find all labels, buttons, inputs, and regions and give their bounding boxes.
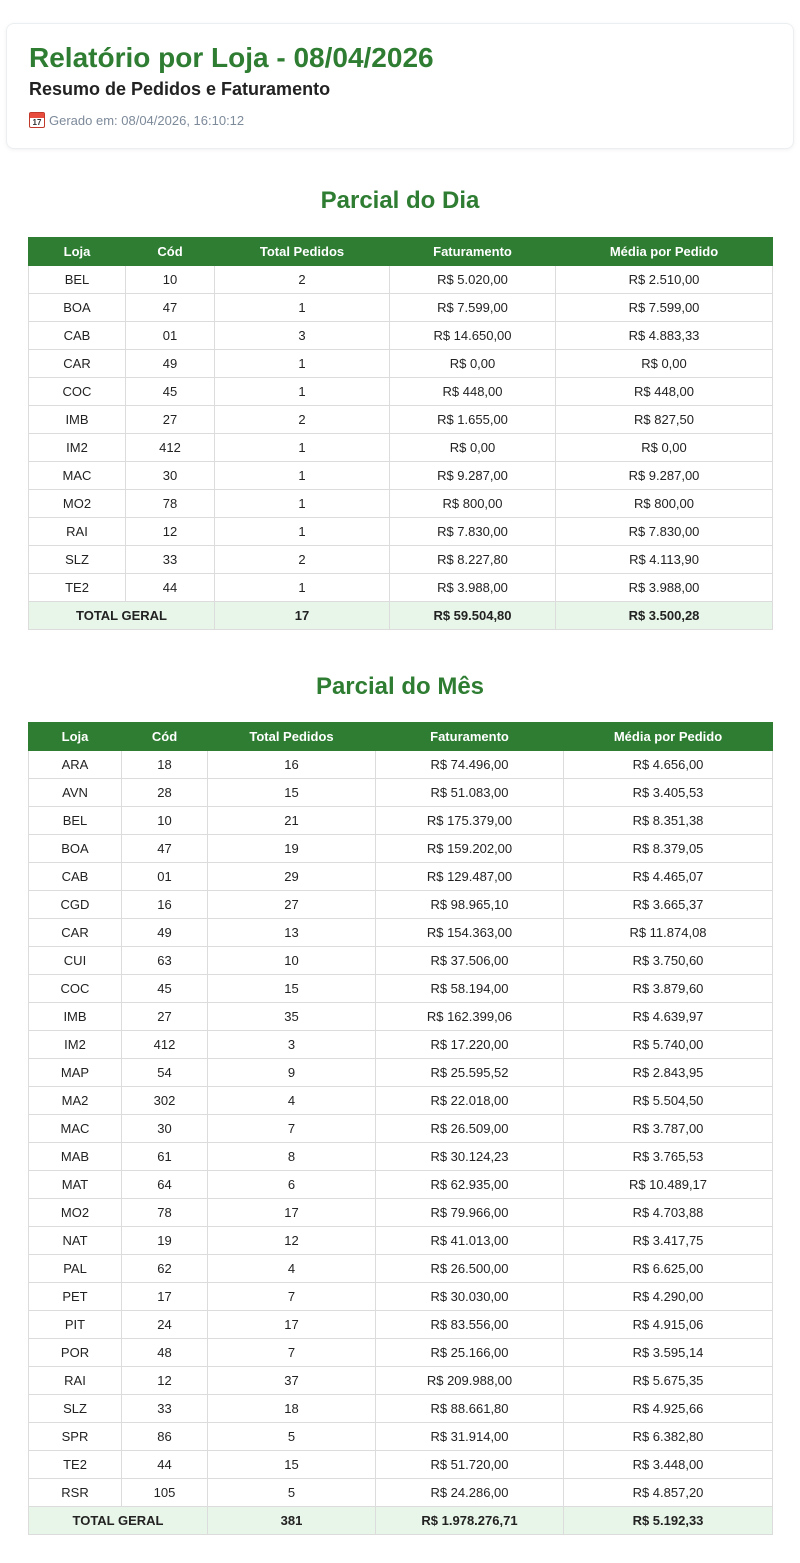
cell-total-pedidos: 3 xyxy=(215,322,390,350)
report-header xyxy=(6,23,794,149)
cell-total-pedidos: 5 xyxy=(208,1423,376,1451)
cell-loja: TE2 xyxy=(29,574,126,602)
cell-total-pedidos: 1 xyxy=(215,518,390,546)
cell-cod: 33 xyxy=(126,546,215,574)
cell-loja: COC xyxy=(29,378,126,406)
cell-cod: 105 xyxy=(122,1479,208,1507)
section-title-day: Parcial do Dia xyxy=(320,187,480,214)
column-header-faturamento: Faturamento xyxy=(390,238,556,266)
cell-loja: CGD xyxy=(29,891,122,919)
cell-total-pedidos: 2 xyxy=(215,546,390,574)
cell-total-pedidos: 27 xyxy=(208,891,376,919)
cell-faturamento: R$ 3.988,00 xyxy=(390,574,556,602)
cell-media: R$ 3.879,60 xyxy=(564,975,773,1003)
table-row xyxy=(29,1367,773,1395)
cell-media: R$ 7.830,00 xyxy=(556,518,773,546)
table-row xyxy=(29,947,773,975)
table-row xyxy=(29,1479,773,1507)
cell-media: R$ 3.595,14 xyxy=(564,1339,773,1367)
cell-total-pedidos: 16 xyxy=(208,751,376,779)
column-header-loja: Loja xyxy=(29,238,126,266)
cell-loja: MAC xyxy=(29,1115,122,1143)
cell-total-pedidos: 1 xyxy=(215,574,390,602)
table-row xyxy=(29,266,773,294)
cell-cod: 78 xyxy=(126,490,215,518)
table-row xyxy=(29,378,773,406)
cell-total-pedidos: 7 xyxy=(208,1339,376,1367)
cell-total-pedidos: 18 xyxy=(208,1395,376,1423)
cell-faturamento: R$ 98.965,10 xyxy=(376,891,564,919)
cell-total-pedidos: 10 xyxy=(208,947,376,975)
cell-cod: 302 xyxy=(122,1087,208,1115)
cell-loja: COC xyxy=(29,975,122,1003)
cell-total-pedidos: 3 xyxy=(208,1031,376,1059)
cell-faturamento: R$ 0,00 xyxy=(390,350,556,378)
cell-media: R$ 4.465,07 xyxy=(564,863,773,891)
cell-media: R$ 7.599,00 xyxy=(556,294,773,322)
table-header-row xyxy=(29,723,773,751)
cell-media: R$ 3.448,00 xyxy=(564,1451,773,1479)
cell-cod: 12 xyxy=(122,1367,208,1395)
total-pedidos: 381 xyxy=(208,1507,376,1535)
cell-loja: PAL xyxy=(29,1255,122,1283)
cell-cod: 10 xyxy=(122,807,208,835)
cell-cod: 62 xyxy=(122,1255,208,1283)
table-row xyxy=(29,751,773,779)
cell-media: R$ 8.379,05 xyxy=(564,835,773,863)
cell-media: R$ 2.843,95 xyxy=(564,1059,773,1087)
table-row xyxy=(29,1059,773,1087)
cell-faturamento: R$ 14.650,00 xyxy=(390,322,556,350)
cell-media: R$ 4.290,00 xyxy=(564,1283,773,1311)
cell-loja: ARA xyxy=(29,751,122,779)
cell-media: R$ 827,50 xyxy=(556,406,773,434)
cell-faturamento: R$ 30.124,23 xyxy=(376,1143,564,1171)
total-faturamento: R$ 1.978.276,71 xyxy=(376,1507,564,1535)
cell-faturamento: R$ 24.286,00 xyxy=(376,1479,564,1507)
cell-total-pedidos: 1 xyxy=(215,462,390,490)
cell-cod: 412 xyxy=(126,434,215,462)
column-header-media: Média por Pedido xyxy=(564,723,773,751)
cell-cod: 78 xyxy=(122,1199,208,1227)
cell-loja: CAB xyxy=(29,863,122,891)
table-row xyxy=(29,546,773,574)
cell-media: R$ 8.351,38 xyxy=(564,807,773,835)
cell-total-pedidos: 1 xyxy=(215,378,390,406)
cell-total-pedidos: 15 xyxy=(208,779,376,807)
cell-faturamento: R$ 30.030,00 xyxy=(376,1283,564,1311)
table-row xyxy=(29,574,773,602)
calendar-icon: 17 xyxy=(29,112,45,128)
cell-media: R$ 3.765,53 xyxy=(564,1143,773,1171)
cell-media: R$ 5.504,50 xyxy=(564,1087,773,1115)
cell-total-pedidos: 8 xyxy=(208,1143,376,1171)
cell-loja: AVN xyxy=(29,779,122,807)
cell-cod: 24 xyxy=(122,1311,208,1339)
cell-loja: RAI xyxy=(29,1367,122,1395)
cell-media: R$ 4.915,06 xyxy=(564,1311,773,1339)
cell-faturamento: R$ 209.988,00 xyxy=(376,1367,564,1395)
cell-total-pedidos: 4 xyxy=(208,1255,376,1283)
cell-cod: 48 xyxy=(122,1339,208,1367)
cell-cod: 44 xyxy=(122,1451,208,1479)
cell-total-pedidos: 1 xyxy=(215,490,390,518)
cell-faturamento: R$ 51.720,00 xyxy=(376,1451,564,1479)
cell-media: R$ 4.639,97 xyxy=(564,1003,773,1031)
cell-total-pedidos: 12 xyxy=(208,1227,376,1255)
cell-faturamento: R$ 8.227,80 xyxy=(390,546,556,574)
table-row xyxy=(29,490,773,518)
cell-cod: 18 xyxy=(122,751,208,779)
cell-media: R$ 4.113,90 xyxy=(556,546,773,574)
cell-faturamento: R$ 25.595,52 xyxy=(376,1059,564,1087)
cell-total-pedidos: 1 xyxy=(215,294,390,322)
cell-cod: 45 xyxy=(126,378,215,406)
cell-cod: 17 xyxy=(122,1283,208,1311)
cell-faturamento: R$ 79.966,00 xyxy=(376,1199,564,1227)
cell-loja: CAR xyxy=(29,919,122,947)
cell-total-pedidos: 7 xyxy=(208,1283,376,1311)
table-header-row xyxy=(29,238,773,266)
cell-media: R$ 448,00 xyxy=(556,378,773,406)
total-media: R$ 5.192,33 xyxy=(564,1507,773,1535)
cell-cod: 44 xyxy=(126,574,215,602)
cell-media: R$ 0,00 xyxy=(556,434,773,462)
cell-media: R$ 6.382,80 xyxy=(564,1423,773,1451)
cell-cod: 30 xyxy=(122,1115,208,1143)
total-pedidos: 17 xyxy=(215,602,390,630)
table-row xyxy=(29,1143,773,1171)
table-row xyxy=(29,518,773,546)
cell-faturamento: R$ 154.363,00 xyxy=(376,919,564,947)
total-row xyxy=(29,1507,773,1535)
cell-cod: 63 xyxy=(122,947,208,975)
cell-total-pedidos: 15 xyxy=(208,1451,376,1479)
cell-faturamento: R$ 800,00 xyxy=(390,490,556,518)
cell-loja: IMB xyxy=(29,406,126,434)
cell-faturamento: R$ 83.556,00 xyxy=(376,1311,564,1339)
cell-media: R$ 3.988,00 xyxy=(556,574,773,602)
cell-media: R$ 9.287,00 xyxy=(556,462,773,490)
table-row xyxy=(29,462,773,490)
table-row xyxy=(29,863,773,891)
cell-media: R$ 3.665,37 xyxy=(564,891,773,919)
table-row xyxy=(29,1115,773,1143)
cell-media: R$ 6.625,00 xyxy=(564,1255,773,1283)
column-header-cod: Cód xyxy=(122,723,208,751)
table-row xyxy=(29,1283,773,1311)
table-row xyxy=(29,406,773,434)
table-row xyxy=(29,919,773,947)
total-label: TOTAL GERAL xyxy=(29,1507,208,1535)
cell-total-pedidos: 21 xyxy=(208,807,376,835)
cell-faturamento: R$ 22.018,00 xyxy=(376,1087,564,1115)
cell-faturamento: R$ 25.166,00 xyxy=(376,1339,564,1367)
cell-cod: 49 xyxy=(122,919,208,947)
cell-faturamento: R$ 129.487,00 xyxy=(376,863,564,891)
cell-faturamento: R$ 1.655,00 xyxy=(390,406,556,434)
cell-cod: 01 xyxy=(126,322,215,350)
cell-media: R$ 4.703,88 xyxy=(564,1199,773,1227)
cell-total-pedidos: 35 xyxy=(208,1003,376,1031)
cell-cod: 86 xyxy=(122,1423,208,1451)
cell-total-pedidos: 17 xyxy=(208,1199,376,1227)
table-row xyxy=(29,1171,773,1199)
cell-total-pedidos: 2 xyxy=(215,406,390,434)
table-row xyxy=(29,1031,773,1059)
cell-loja: MO2 xyxy=(29,490,126,518)
cell-total-pedidos: 1 xyxy=(215,434,390,462)
table-row xyxy=(29,434,773,462)
cell-total-pedidos: 37 xyxy=(208,1367,376,1395)
cell-cod: 47 xyxy=(122,835,208,863)
cell-total-pedidos: 7 xyxy=(208,1115,376,1143)
column-header-faturamento: Faturamento xyxy=(376,723,564,751)
day-summary-table xyxy=(28,237,773,630)
cell-total-pedidos: 17 xyxy=(208,1311,376,1339)
cell-media: R$ 0,00 xyxy=(556,350,773,378)
cell-cod: 33 xyxy=(122,1395,208,1423)
cell-loja: CAR xyxy=(29,350,126,378)
cell-cod: 28 xyxy=(122,779,208,807)
cell-cod: 16 xyxy=(122,891,208,919)
cell-cod: 47 xyxy=(126,294,215,322)
cell-faturamento: R$ 7.830,00 xyxy=(390,518,556,546)
cell-media: R$ 3.787,00 xyxy=(564,1115,773,1143)
cell-faturamento: R$ 0,00 xyxy=(390,434,556,462)
report-subtitle: Resumo de Pedidos e Faturamento xyxy=(29,79,331,99)
table-row xyxy=(29,294,773,322)
cell-loja: TE2 xyxy=(29,1451,122,1479)
column-header-total-pedidos: Total Pedidos xyxy=(215,238,390,266)
cell-faturamento: R$ 37.506,00 xyxy=(376,947,564,975)
cell-faturamento: R$ 58.194,00 xyxy=(376,975,564,1003)
cell-loja: MO2 xyxy=(29,1199,122,1227)
cell-faturamento: R$ 175.379,00 xyxy=(376,807,564,835)
table-row xyxy=(29,1423,773,1451)
cell-loja: SLZ xyxy=(29,1395,122,1423)
cell-faturamento: R$ 41.013,00 xyxy=(376,1227,564,1255)
column-header-loja: Loja xyxy=(29,723,122,751)
total-faturamento: R$ 59.504,80 xyxy=(390,602,556,630)
cell-media: R$ 2.510,00 xyxy=(556,266,773,294)
cell-faturamento: R$ 9.287,00 xyxy=(390,462,556,490)
column-header-media: Média por Pedido xyxy=(556,238,773,266)
cell-loja: MAP xyxy=(29,1059,122,1087)
table-row xyxy=(29,1395,773,1423)
cell-media: R$ 3.750,60 xyxy=(564,947,773,975)
month-summary-table xyxy=(28,722,773,1535)
section-title-month: Parcial do Mês xyxy=(315,673,485,700)
table-row xyxy=(29,350,773,378)
cell-loja: MAT xyxy=(29,1171,122,1199)
cell-total-pedidos: 9 xyxy=(208,1059,376,1087)
total-media: R$ 3.500,28 xyxy=(556,602,773,630)
cell-loja: CUI xyxy=(29,947,122,975)
cell-media: R$ 4.857,20 xyxy=(564,1479,773,1507)
table-row xyxy=(29,807,773,835)
cell-total-pedidos: 19 xyxy=(208,835,376,863)
cell-media: R$ 4.883,33 xyxy=(556,322,773,350)
cell-total-pedidos: 29 xyxy=(208,863,376,891)
table-row xyxy=(29,1311,773,1339)
table-row xyxy=(29,1087,773,1115)
cell-loja: IM2 xyxy=(29,1031,122,1059)
cell-media: R$ 11.874,08 xyxy=(564,919,773,947)
cell-media: R$ 3.405,53 xyxy=(564,779,773,807)
cell-cod: 30 xyxy=(126,462,215,490)
cell-total-pedidos: 1 xyxy=(215,350,390,378)
cell-media: R$ 4.925,66 xyxy=(564,1395,773,1423)
cell-media: R$ 800,00 xyxy=(556,490,773,518)
cell-media: R$ 3.417,75 xyxy=(564,1227,773,1255)
cell-total-pedidos: 15 xyxy=(208,975,376,1003)
cell-loja: MAC xyxy=(29,462,126,490)
cell-cod: 27 xyxy=(126,406,215,434)
cell-total-pedidos: 4 xyxy=(208,1087,376,1115)
cell-cod: 61 xyxy=(122,1143,208,1171)
cell-faturamento: R$ 51.083,00 xyxy=(376,779,564,807)
cell-total-pedidos: 5 xyxy=(208,1479,376,1507)
cell-faturamento: R$ 162.399,06 xyxy=(376,1003,564,1031)
generated-text: Gerado em: 08/04/2026, 16:10:12 xyxy=(49,112,245,128)
total-row xyxy=(29,602,773,630)
table-row xyxy=(29,1339,773,1367)
cell-faturamento: R$ 448,00 xyxy=(390,378,556,406)
table-row xyxy=(29,1003,773,1031)
cell-loja: SPR xyxy=(29,1423,122,1451)
cell-total-pedidos: 2 xyxy=(215,266,390,294)
cell-faturamento: R$ 17.220,00 xyxy=(376,1031,564,1059)
column-header-cod: Cód xyxy=(126,238,215,266)
cell-cod: 64 xyxy=(122,1171,208,1199)
cell-loja: MAB xyxy=(29,1143,122,1171)
cell-loja: BOA xyxy=(29,835,122,863)
cell-faturamento: R$ 159.202,00 xyxy=(376,835,564,863)
cell-loja: PET xyxy=(29,1283,122,1311)
cell-cod: 49 xyxy=(126,350,215,378)
cell-cod: 19 xyxy=(122,1227,208,1255)
cell-cod: 412 xyxy=(122,1031,208,1059)
table-row xyxy=(29,1199,773,1227)
cell-total-pedidos: 6 xyxy=(208,1171,376,1199)
cell-media: R$ 5.740,00 xyxy=(564,1031,773,1059)
cell-media: R$ 5.675,35 xyxy=(564,1367,773,1395)
cell-loja: POR xyxy=(29,1339,122,1367)
cell-loja: NAT xyxy=(29,1227,122,1255)
table-row xyxy=(29,1227,773,1255)
cell-loja: BEL xyxy=(29,266,126,294)
cell-loja: BOA xyxy=(29,294,126,322)
cell-faturamento: R$ 74.496,00 xyxy=(376,751,564,779)
cell-loja: BEL xyxy=(29,807,122,835)
table-row xyxy=(29,322,773,350)
cell-loja: SLZ xyxy=(29,546,126,574)
cell-cod: 12 xyxy=(126,518,215,546)
table-row xyxy=(29,835,773,863)
table-row xyxy=(29,1255,773,1283)
cell-faturamento: R$ 31.914,00 xyxy=(376,1423,564,1451)
total-label: TOTAL GERAL xyxy=(29,602,215,630)
cell-loja: PIT xyxy=(29,1311,122,1339)
cell-faturamento: R$ 5.020,00 xyxy=(390,266,556,294)
column-header-total-pedidos: Total Pedidos xyxy=(208,723,376,751)
cell-cod: 27 xyxy=(122,1003,208,1031)
cell-faturamento: R$ 26.509,00 xyxy=(376,1115,564,1143)
cell-cod: 45 xyxy=(122,975,208,1003)
cell-loja: RAI xyxy=(29,518,126,546)
cell-total-pedidos: 13 xyxy=(208,919,376,947)
cell-loja: MA2 xyxy=(29,1087,122,1115)
cell-loja: CAB xyxy=(29,322,126,350)
cell-cod: 54 xyxy=(122,1059,208,1087)
cell-loja: RSR xyxy=(29,1479,122,1507)
table-row xyxy=(29,779,773,807)
cell-media: R$ 4.656,00 xyxy=(564,751,773,779)
cell-faturamento: R$ 26.500,00 xyxy=(376,1255,564,1283)
cell-faturamento: R$ 62.935,00 xyxy=(376,1171,564,1199)
generated-timestamp xyxy=(29,112,244,128)
cell-cod: 10 xyxy=(126,266,215,294)
cell-faturamento: R$ 88.661,80 xyxy=(376,1395,564,1423)
table-row xyxy=(29,975,773,1003)
cell-loja: IMB xyxy=(29,1003,122,1031)
table-row xyxy=(29,891,773,919)
cell-media: R$ 10.489,17 xyxy=(564,1171,773,1199)
cell-faturamento: R$ 7.599,00 xyxy=(390,294,556,322)
table-row xyxy=(29,1451,773,1479)
report-title: Relatório por Loja - 08/04/2026 xyxy=(29,42,434,73)
cell-loja: IM2 xyxy=(29,434,126,462)
cell-cod: 01 xyxy=(122,863,208,891)
